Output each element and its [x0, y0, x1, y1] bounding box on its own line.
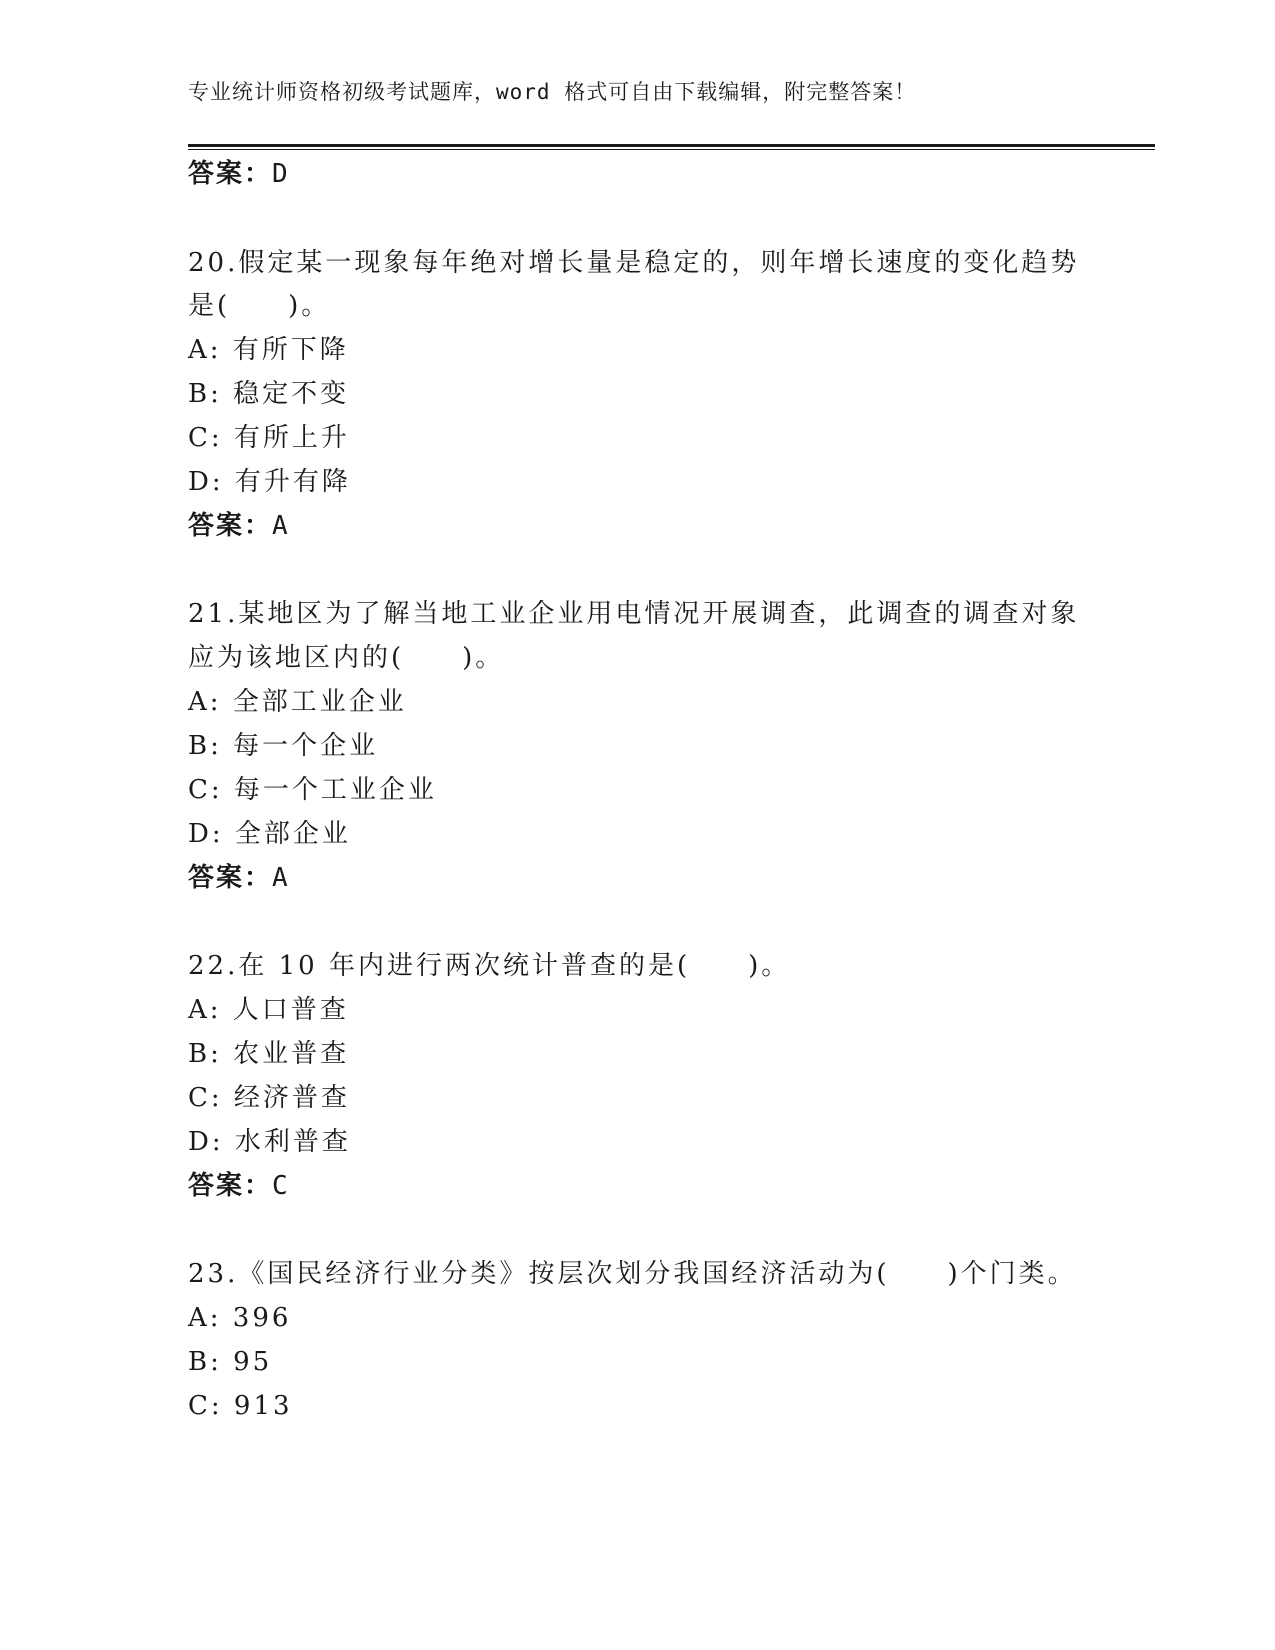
question-22-option-c: C: 经济普查 — [188, 1083, 350, 1113]
header-divider — [188, 144, 1155, 147]
question-20-stem-line2: 是( )。 — [188, 291, 331, 321]
question-20-option-c: C: 有所上升 — [188, 423, 350, 453]
question-22-answer — [188, 1170, 290, 1202]
question-23-option-a: A: 396 — [188, 1303, 292, 1333]
question-21-option-d: D: 全部企业 — [188, 819, 351, 849]
question-23-option-b: B: 95 — [188, 1347, 273, 1377]
question-22-option-a: A: 人口普查 — [188, 995, 349, 1025]
question-21-stem-line1: 21.某地区为了解当地工业企业用电情况开展调查，此调查的调查对象 — [188, 599, 1080, 629]
question-20-stem-line1: 20.假定某一现象每年绝对增长量是稳定的，则年增长速度的变化趋势 — [188, 248, 1080, 278]
question-21-answer — [188, 862, 290, 894]
question-22-stem-line1: 22.在 10 年内进行两次统计普查的是( )。 — [188, 951, 791, 981]
previous-answer — [188, 158, 290, 190]
question-21-option-c: C: 每一个工业企业 — [188, 775, 437, 805]
question-22-option-d: D: 水利普查 — [188, 1127, 351, 1157]
question-23-option-c: C: 913 — [188, 1391, 293, 1421]
question-20-option-b: B: 稳定不变 — [188, 379, 350, 409]
question-21-option-b: B: 每一个企业 — [188, 731, 379, 761]
question-21-stem-line2: 应为该地区内的( )。 — [188, 643, 505, 673]
answer-value: D — [272, 159, 290, 189]
answer-label: 答案： — [188, 1171, 273, 1201]
question-23-stem-line1: 23.《国民经济行业分类》按层次划分我国经济活动为( )个门类。 — [188, 1259, 1077, 1289]
answer-label: 答案： — [188, 511, 273, 541]
header-divider-thin — [188, 149, 1155, 150]
question-22-option-b: B: 农业普查 — [188, 1039, 350, 1069]
page-header: 专业统计师资格初级考试题库，word 格式可自由下载编辑，附完整答案！ — [188, 80, 917, 104]
answer-value: A — [272, 863, 290, 893]
answer-label: 答案： — [188, 863, 273, 893]
answer-label: 答案： — [188, 159, 273, 189]
answer-value: A — [272, 511, 290, 541]
question-21-option-a: A: 全部工业企业 — [188, 687, 407, 717]
answer-value: C — [272, 1171, 290, 1201]
question-20-answer — [188, 510, 290, 542]
question-20-option-a: A: 有所下降 — [188, 335, 349, 365]
question-20-option-d: D: 有升有降 — [188, 467, 351, 497]
